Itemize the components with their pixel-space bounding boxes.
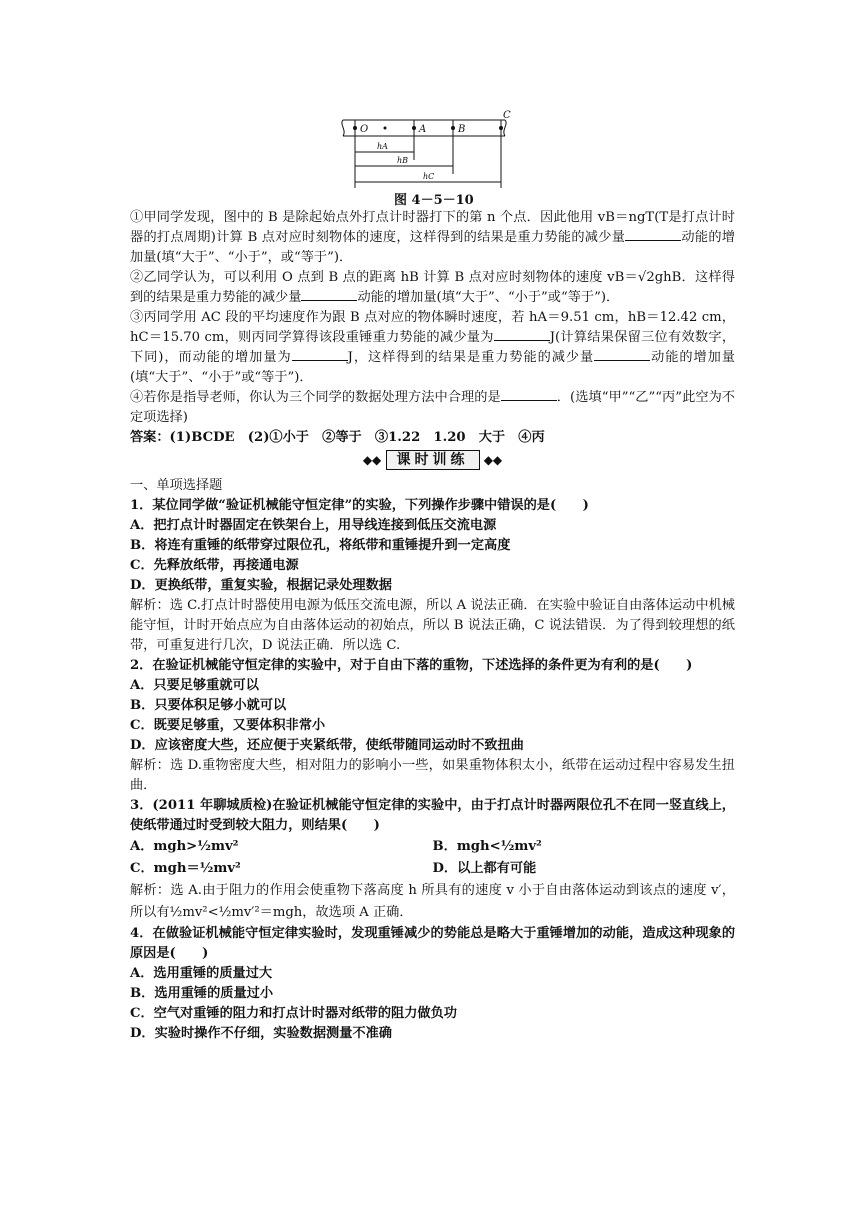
tape-diagram — [335, 108, 525, 193]
q4-option-b: B．选用重锤的质量过小 — [130, 986, 274, 1001]
point-b-mark — [451, 126, 455, 130]
part4-text-b: ．(选填“甲”“乙”“丙”此空为不定项选择) — [130, 390, 735, 425]
part3-text-d: 动能的增加量(填“大于”、“小于”或“等于”)． — [130, 350, 735, 385]
question-part-4 — [130, 388, 735, 428]
q4-option-a: A．选用重锤的质量过大 — [130, 966, 273, 981]
part1-text-a: ①甲同学发现，图中的 B 是除起始点外打点计时器打下的第 n 个点．因此他用 vB＝ngT(T是打点计时器的打点周期)计算 B 点对应时刻物体的速度，这样得到的结果是重力势能的减少量 — [130, 210, 735, 245]
label-o: O — [360, 124, 369, 135]
q1-option-d: D．更换纸带，重复实验，根据记录处理数据 — [130, 578, 392, 593]
q4-option-d: D．实验时操作不仔细，实验数据测量不准确 — [130, 1026, 392, 1041]
diamond-icon: ◆◆ — [483, 453, 503, 467]
label-ha: hA — [377, 142, 388, 151]
part1-text-b: 动能的增加量(填“大于”、“小于”，或“等于”)． — [130, 230, 735, 265]
section-banner — [130, 450, 735, 472]
q3-option-a: A．mgh>½mv² — [130, 839, 239, 854]
q1-option-c: C．先释放纸带，再接通电源 — [130, 558, 299, 573]
answer-blank — [301, 288, 357, 301]
answer-blank — [625, 228, 681, 241]
question-part-2 — [130, 268, 735, 308]
label-hb: hB — [397, 156, 409, 165]
q3-stem: 3．(2011 年聊城质检)在验证机械能守恒定律的实验中，由于打点计时器两限位孔不在同一竖直线上，使纸带通过时受到较大阻力，则结果( ) — [130, 798, 735, 833]
document-body — [130, 208, 735, 1044]
question-part-1 — [130, 208, 735, 268]
q4-option-c: C．空气对重锤的阻力和打点计时器对纸带的阻力做负功 — [130, 1006, 457, 1021]
q3-option-c: C．mgh＝½mv² — [130, 861, 241, 876]
answer-blank — [292, 348, 348, 361]
answer-blank — [501, 388, 557, 401]
label-b: B — [458, 124, 466, 135]
q2-stem: 2．在验证机械能守恒定律的实验中，对于自由下落的重物，下述选择的条件更为有利的是( ) — [130, 658, 693, 673]
answer-line: 答案：(1)BCDE (2)①小于 ②等于 ③1.22 1.20 大于 ④丙 — [130, 430, 545, 445]
q2-option-d: D．应该密度大些，还应便于夹紧纸带，使纸带随同运动时不致扭曲 — [130, 738, 524, 753]
part3-text-a: ③丙同学用 AC 段的平均速度作为跟 B 点对应的物体瞬时速度，若 hA＝9.51 cm，hB＝12.42 cm，hC＝15.70 cm，则丙同学算得该段重锤重力势能的减少量为 — [130, 310, 735, 345]
banner-title: 课时训练 — [386, 450, 480, 470]
q2-option-b: B．只要体积足够小就可以 — [130, 698, 287, 713]
q1-analysis: 解析：选 C.打点计时器使用电源为低压交流电源，所以 A 说法正确．在实验中验证自由落体运动中机械能守恒，计时开始点应为自由落体运动的初始点，所以 B 说法正确，C 说法错误．为了得到较理想的纸带，可重复进行几次，D 说法正确．所以选 C. — [130, 598, 735, 653]
answer-blank — [594, 348, 650, 361]
section-heading: 一、单项选择题 — [130, 478, 223, 493]
part2-text-b: 动能的增加量(填“大于”、“小于”或“等于”)． — [357, 290, 620, 305]
q1-option-a: A．把打点计时器固定在铁架台上，用导线连接到低压交流电源 — [130, 518, 497, 533]
figure-caption: 图 4－5－10 — [394, 193, 474, 208]
point-c-mark — [499, 126, 503, 130]
q3-option-d: D．以上都有可能 — [432, 861, 537, 876]
diamond-icon: ◆◆ — [362, 453, 382, 467]
q3-options-row-2 — [130, 858, 735, 880]
part3-text-b: J(计算结果保留三位有效数字，下同)，而动能的增加量为 — [130, 330, 736, 365]
q4-stem: 4．在做验证机械能守恒定律实验时，发现重锤减少的势能总是略大于重锤增加的动能，造成这种现象的原因是( ) — [130, 926, 735, 961]
point-o-mark — [353, 126, 357, 130]
q1-stem: 1．某位同学做“验证机械能守恒定律”的实验，下列操作步骤中错误的是( ) — [130, 498, 589, 513]
q3-options-row-1 — [130, 836, 735, 858]
q2-analysis: 解析：选 D.重物密度大些，相对阻力的影响小一些，如果重物体积太小，纸带在运动过程中容易发生扭曲． — [130, 758, 735, 793]
q3-option-b: B．mgh<½mv² — [432, 839, 542, 854]
part4-text-a: ④若你是指导老师，你认为三个同学的数据处理方法中合理的是 — [130, 390, 501, 405]
label-hc: hC — [423, 172, 435, 181]
label-c: C — [503, 110, 511, 121]
question-part-3 — [130, 308, 735, 388]
q2-option-a: A．只要足够重就可以 — [130, 678, 259, 693]
point-mark — [384, 127, 387, 130]
part3-text-c: J，这样得到的结果是重力势能的减少量 — [347, 350, 595, 365]
answer-blank — [494, 328, 550, 341]
label-a: A — [419, 124, 427, 135]
q3-analysis: 解析：选 A.由于阻力的作用会使重物下落高度 h 所具有的速度 v 小于自由落体运动到该点的速度 v′，所以有½mv²<½mv′²＝mgh，故选项 A 正确． — [130, 883, 735, 920]
q2-option-c: C．既要足够重，又要体积非常小 — [130, 718, 326, 733]
part2-text-a: ②乙同学认为，可以利用 O 点到 B 点的距离 hB 计算 B 点对应时刻物体的速度 vB＝√2ghB．这样得到的结果是重力势能的减少量 — [130, 270, 735, 305]
point-a-mark — [412, 126, 416, 130]
q1-option-b: B．将连有重锤的纸带穿过限位孔，将纸带和重锤提升到一定高度 — [130, 538, 511, 553]
